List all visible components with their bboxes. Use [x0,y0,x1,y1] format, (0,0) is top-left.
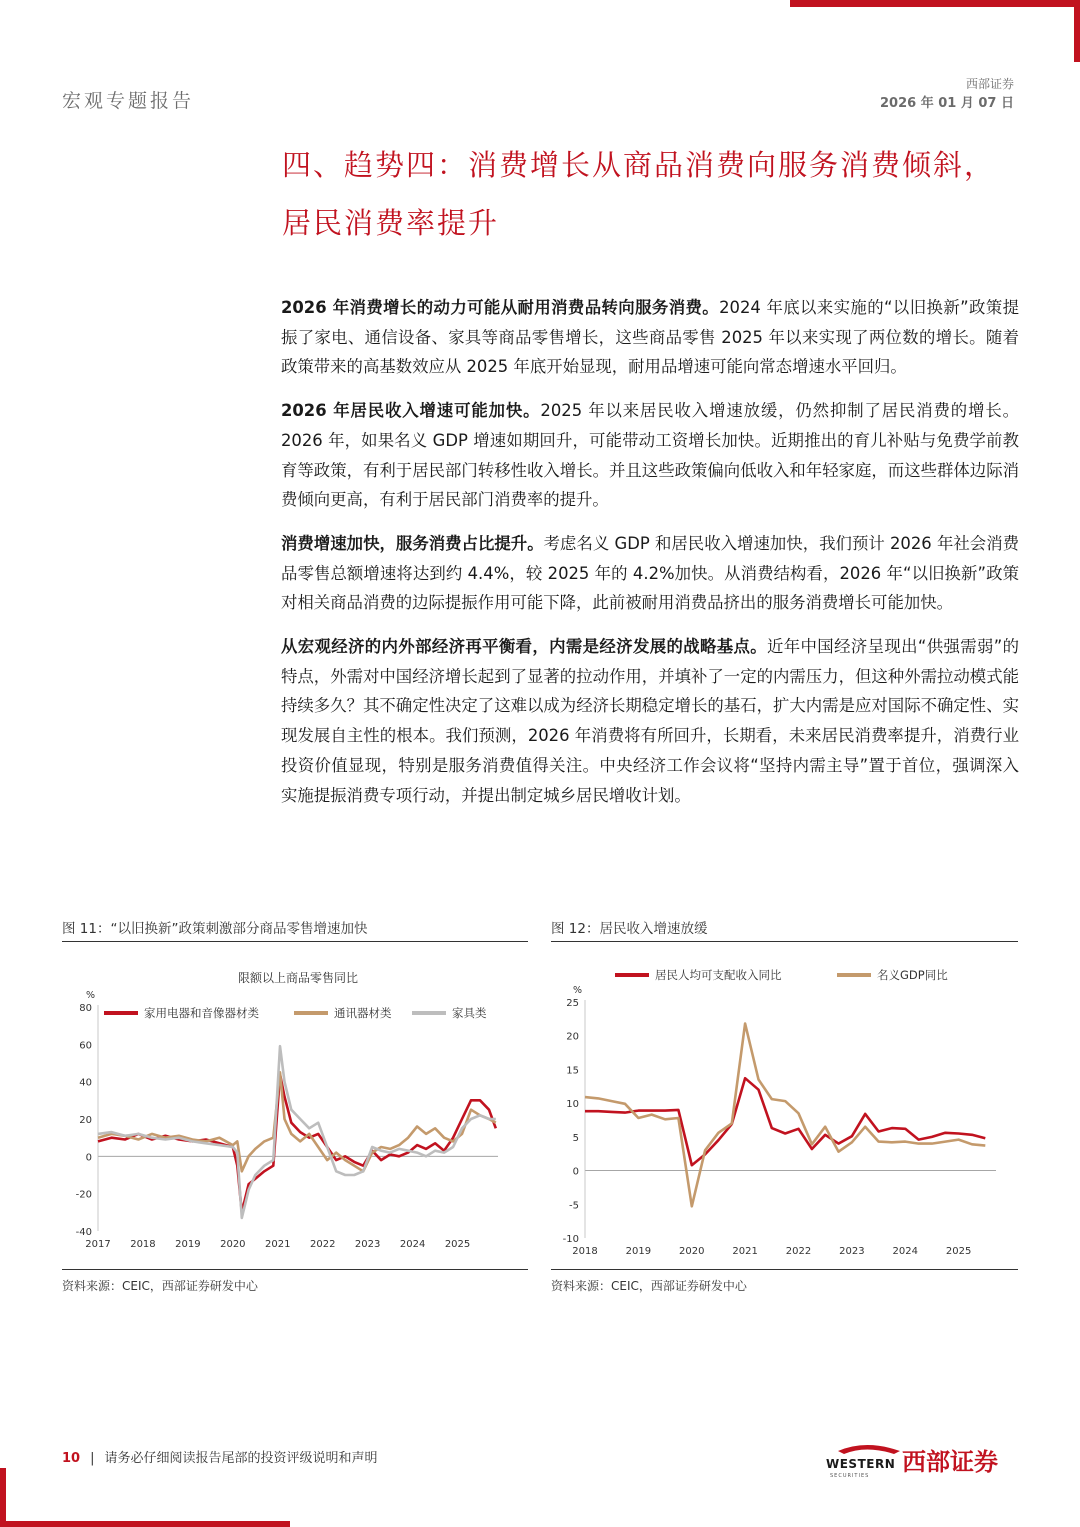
legend-label: 名义GDP同比 [877,968,948,982]
figure-11-rule [62,941,528,942]
logo-en: WESTERN [826,1457,896,1471]
y-tick-label: 10 [566,1099,579,1111]
logo-cn: 西部证券 [902,1448,998,1476]
chart-title: 限额以上商品零售同比 [237,971,359,985]
figure-11-caption: 图 11：“以旧换新”政策刺激部分商品零售增速加快 [62,921,368,937]
y-tick-label: 15 [566,1065,579,1077]
y-axis-unit: % [573,985,583,996]
paragraph-lead: 2026 年消费增长的动力可能从耐用消费品转向服务消费。 [281,298,720,317]
header-right [880,75,1014,113]
x-tick-label: 2020 [220,1239,246,1250]
figure-11-source: 资料来源：CEIC，西部证券研发中心 [62,1279,258,1293]
paragraph-lead: 从宏观经济的内外部经济再平衡看，内需是经济发展的战略基点。 [281,637,768,657]
report-type: 宏观专题报告 [62,90,195,112]
western-securities-logo [826,1441,1026,1481]
y-tick-label: -40 [75,1227,92,1238]
figure-12-caption: 图 12：居民收入增速放缓 [551,921,708,937]
series-line-2 [585,1024,985,1207]
paragraph-lead: 消费增速加快，服务消费占比提升。 [281,533,544,553]
legend-label: 家用电器和音像器材类 [144,1006,259,1020]
y-tick-label: -10 [562,1234,579,1245]
y-tick-label: -5 [569,1200,579,1212]
legend-label: 居民人均可支配收入同比 [655,968,782,982]
x-tick-label: 2019 [625,1246,652,1257]
x-tick-label: 2025 [945,1246,972,1257]
body-text [281,293,1019,824]
bottom-red-bar [0,1521,290,1527]
y-tick-label: 0 [572,1166,579,1178]
x-tick-label: 2019 [175,1239,201,1250]
footer [62,1447,378,1466]
figure-12-bottom-rule [551,1269,1018,1270]
x-tick-label: 2021 [265,1239,291,1250]
figure-11-chart [62,960,528,1260]
y-tick-label: 25 [566,998,579,1009]
figure-12-chart [551,960,1018,1260]
y-tick-label: 40 [79,1077,92,1089]
paragraph [281,396,1019,515]
legend-label: 家具类 [452,1006,487,1020]
y-tick-label: 0 [85,1152,92,1164]
logo-bull-horns-icon [838,1445,900,1454]
top-red-bar [790,0,1080,7]
logo-en-sub: SECURITIES [830,1473,870,1479]
top-red-bar-vertical [1074,0,1080,62]
y-tick-label: 20 [566,1031,579,1043]
series-line-1 [585,1078,985,1165]
x-tick-label: 2017 [85,1239,111,1250]
figure-12-source: 资料来源：CEIC，西部证券研发中心 [551,1279,747,1293]
x-tick-label: 2018 [130,1239,156,1250]
report-date: 2026 年 01 月 07 日 [880,96,1014,111]
paragraph-text: 近年中国经济呈现出“供强需弱”的特点，外需对中国经济增长起到了显著的拉动作用，并填补了一定的内需压力，但这种外需拉动模式能持续多久？其不确定性决定了这难以成为经济长期稳定增长的基石，扩大内需是应对国际不确定性、实现发展自主性的根本。我们预测，2026 年消费将有所回升，长期看，未来居民消费率提升，消费行业投资价值显现，特别是服务消费值得关注。中央经济工作会议将“坚持内需主导”置于首位，强调深入实施提振消费专项行动，并提出制定城乡居民增收计划。 [281,637,1020,805]
y-tick-label: 20 [79,1115,92,1126]
x-tick-label: 2024 [892,1246,918,1257]
series-line-3 [98,1046,496,1218]
paragraph-text: 2025 年以来居民收入增速放缓，仍然抑制了居民消费的增长。2026 年，如果名义 GDP 增速如期回升，可能带动工资增长加快。近期推出的育儿补贴与免费学前教育等政策，有利于居民部门转移性收入增长。并且这些政策偏向低收入和年轻家庭，而这些群体边际消费倾向更高，有利于居民部门消费率的提升。 [281,401,1019,510]
y-tick-label: 80 [79,1003,92,1014]
x-tick-label: 2018 [572,1246,598,1257]
paragraph [281,529,1019,618]
footer-separator: | [90,1451,95,1466]
x-tick-label: 2024 [399,1239,426,1250]
y-tick-label: 5 [572,1132,579,1144]
paragraph [281,293,1019,382]
x-tick-label: 2021 [732,1246,758,1257]
paragraph-text: 2024 年底以来实施的“以旧换新”政策提振了家电、通信设备、家具等商品零售增长，这些商品零售 2025 年以来实现了两位数的增长。随着政策带来的高基数效应从 2025 年底开始显现，耐用品增速可能向常态增速水平回归。 [281,298,1020,377]
paragraph-text: 考虑名义 GDP 和居民收入增速加快，我们预计 2026 年社会消费品零售总额增速将达到约 4.4%，较 2025 年的 4.2%加快。从消费结构看，2026 年“以旧换新”政策对相关商品消费的边际提振作用可能下降，此前被耐用消费品挤出的服务消费增长可能加快。 [281,533,1020,613]
figure-12-rule [551,941,1018,942]
bottom-red-bar-vertical [0,1468,6,1527]
y-axis-unit: % [86,990,96,1001]
x-tick-label: 2022 [785,1246,812,1257]
legend-label: 通讯器材类 [334,1006,392,1020]
figure-11-bottom-rule [62,1269,528,1270]
x-tick-label: 2023 [839,1246,865,1257]
page-number: 10 [62,1451,81,1466]
x-tick-label: 2025 [444,1239,471,1250]
series-line-1 [98,1074,496,1212]
footer-disclaimer: 请务必仔细阅读报告尾部的投资评级说明和声明 [104,1451,378,1466]
x-tick-label: 2022 [309,1239,336,1250]
section-title: 四、趋势四：消费增长从商品消费向服务消费倾斜，居民消费率提升 [282,148,996,240]
company-name: 西部证券 [965,77,1014,91]
y-tick-label: 60 [79,1040,92,1052]
paragraph [281,632,1019,810]
y-tick-label: -20 [75,1189,92,1201]
x-tick-label: 2023 [354,1239,381,1250]
paragraph-lead: 2026 年居民收入增速可能加快。 [281,401,541,421]
x-tick-label: 2020 [679,1246,705,1257]
